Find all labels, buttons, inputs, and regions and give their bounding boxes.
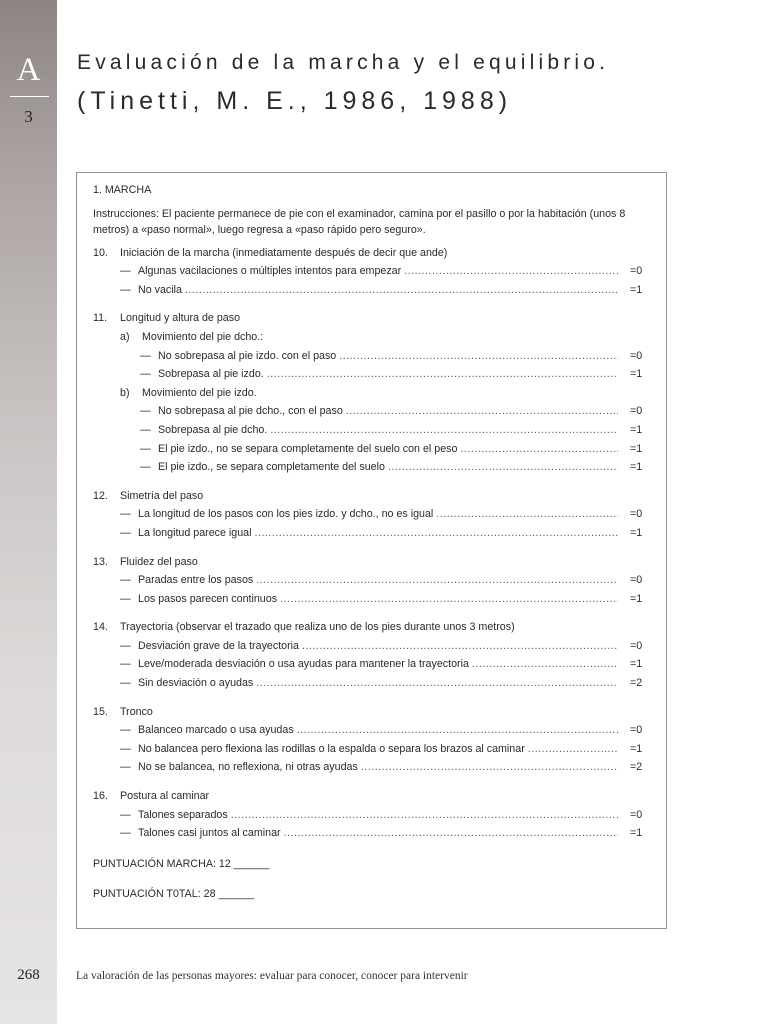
item-text: Balanceo marcado o usa ayudas [138, 724, 294, 737]
section-letter: A [16, 52, 41, 88]
sidebar [0, 0, 57, 1024]
subsection-a-label: a) [120, 330, 130, 343]
list-item: — Sobrepasa al pie dcho. ..... =1 [93, 421, 644, 440]
item-text: La longitud parece igual [138, 526, 252, 539]
item-text: Talones separados [138, 808, 228, 821]
item-score: =0 [630, 508, 643, 521]
item-text: La longitud de los pasos con los pies izdo. y dcho., no es igual [138, 508, 434, 521]
item-text: Los pasos parecen continuos [138, 592, 278, 605]
section-14-number: 14. [93, 621, 108, 634]
item-text: Desviación grave de la trayectoria [138, 639, 299, 652]
section-14-label: Trayectoria (observar el trazado que realiza uno de los pies durante unos 3 metros) [120, 621, 515, 634]
subsection-b-title [93, 384, 644, 403]
section-10-title [93, 244, 644, 263]
list-item: — Sin desviación o ayudas ..... =2 [93, 674, 644, 693]
section-16-label: Postura al caminar [120, 790, 210, 803]
subsection-a-title [93, 328, 644, 347]
list-item: — No sobrepasa al pie dcho., con el paso ..... =0 [93, 402, 644, 421]
section-12-number: 12. [93, 489, 108, 502]
subsection-b-label: b) [120, 386, 130, 399]
item-score: =1 [630, 592, 643, 605]
list-item: — Talones casi juntos al caminar ..... =1 [93, 824, 644, 843]
item-score: =0 [630, 808, 643, 821]
item-text: Algunas vacilaciones o múltiples intentos para empezar [138, 265, 402, 278]
list-item: — No balancea pero flexiona las rodillas o la espalda o separa los brazos al caminar ..... =1 [93, 740, 644, 759]
item-text: No sobrepasa al pie izdo. con el paso [158, 349, 337, 362]
item-score: =1 [630, 423, 643, 436]
item-text: Paradas entre los pasos [138, 574, 254, 587]
item-score: =0 [630, 574, 643, 587]
page-title [77, 44, 757, 120]
gait-score: PUNTUACIÓN MARCHA: 12 ______ [93, 857, 270, 870]
section-16-number: 16. [93, 790, 108, 803]
section-15-number: 15. [93, 705, 108, 718]
subsection-a-text: Movimiento del pie dcho.: [142, 330, 264, 343]
section-16-title [93, 787, 644, 806]
item-score: =2 [630, 677, 643, 690]
item-score: =1 [630, 461, 643, 474]
item-score: =1 [630, 526, 643, 539]
item-text: No se balancea, no reflexiona, ni otras ayudas [138, 761, 358, 774]
list-item: — Algunas vacilaciones o múltiples intentos para empezar ..... =0 [93, 262, 644, 281]
item-text: El pie izdo., no se separa completamente del suelo con el peso [158, 442, 458, 455]
title-line-1: Evaluación de la marcha y el equilibrio. [77, 51, 610, 74]
item-score: =1 [630, 283, 643, 296]
item-text: Sobrepasa al pie dcho. [158, 423, 268, 436]
subsection-b-text: Movimiento del pie izdo. [142, 386, 257, 399]
list-item: — Sobrepasa al pie izdo. ..... =1 [93, 365, 644, 384]
section-11-label: Longitud y altura de paso [120, 312, 241, 325]
item-text: No vacila [138, 283, 182, 296]
section-12-label: Simetría del paso [120, 489, 204, 502]
list-item: — El pie izdo., no se separa completamente del suelo con el peso ..... =1 [93, 440, 644, 459]
item-score: =0 [630, 265, 643, 278]
item-text: No sobrepasa al pie dcho., con el paso [158, 405, 343, 418]
section-13-title [93, 553, 644, 572]
item-text: Sobrepasa al pie izdo. [158, 368, 264, 381]
section-10-label: Iniciación de la marcha (inmediatamente después de decir que ande) [120, 246, 448, 259]
total-score: PUNTUACIÓN T0TAL: 28 ______ [93, 888, 255, 901]
section-13-number: 13. [93, 555, 108, 568]
section-14-title [93, 618, 644, 637]
item-text: Sin desviación o ayudas [138, 677, 254, 690]
list-item: — Balanceo marcado o usa ayudas ..... =0 [93, 721, 644, 740]
item-text: No balancea pero flexiona las rodillas o la espalda o separa los brazos al caminar [138, 742, 525, 755]
assessment-form [76, 172, 667, 929]
item-text: Leve/moderada desviación o usa ayudas para mantener la trayectoria [138, 658, 469, 671]
list-item: — No vacila ..... =1 [93, 281, 644, 300]
section-10-number: 10. [93, 246, 108, 259]
list-item: — No sobrepasa al pie izdo. con el paso ..... =0 [93, 347, 644, 366]
instructions: Instrucciones: El paciente permanece de pie con el examinador, camina por el pasillo o por la habitación (unos 8 metros) a «paso normal», luego regresa a «paso rápido pero seguro». [93, 207, 626, 236]
footer-text: La valoración de las personas mayores: evaluar para conocer, conocer para intervenir [76, 970, 468, 982]
list-item: — Los pasos parecen continuos ..... =1 [93, 590, 644, 609]
title-line-2: (Tinetti, M. E., 1986, 1988) [77, 87, 513, 115]
item-score: =0 [630, 349, 643, 362]
section-13-label: Fluidez del paso [120, 555, 198, 568]
list-item: — Talones separados ..... =0 [93, 806, 644, 825]
section-15-label: Tronco [120, 705, 153, 718]
list-item: — La longitud de los pasos con los pies izdo. y dcho., no es igual ..... =0 [93, 505, 644, 524]
item-score: =1 [630, 742, 643, 755]
form-header: 1. MARCHA [93, 184, 152, 196]
list-item: — No se balancea, no reflexiona, ni otras ayudas ..... =2 [93, 758, 644, 777]
item-score: =0 [630, 639, 643, 652]
item-score: =1 [630, 658, 643, 671]
item-score: =2 [630, 761, 643, 774]
list-item: — Paradas entre los pasos ..... =0 [93, 571, 644, 590]
section-12-title [93, 487, 644, 506]
item-score: =0 [630, 724, 643, 737]
section-11-title [93, 309, 644, 328]
item-text: Talones casi juntos al caminar [138, 827, 281, 840]
section-15-title [93, 703, 644, 722]
list-item: — El pie izdo., se separa completamente del suelo ..... =1 [93, 458, 644, 477]
item-score: =0 [630, 405, 643, 418]
section-11-number: 11. [93, 312, 108, 325]
section-number: 3 [24, 107, 33, 126]
page-number: 268 [17, 967, 40, 983]
item-score: =1 [630, 442, 643, 455]
sidebar-rule [10, 96, 49, 97]
item-text: El pie izdo., se separa completamente del suelo [158, 461, 385, 474]
item-score: =1 [630, 827, 643, 840]
list-item: — Leve/moderada desviación o usa ayudas para mantener la trayectoria ..... =1 [93, 655, 644, 674]
list-item: — Desviación grave de la trayectoria ..... =0 [93, 637, 644, 656]
item-score: =1 [630, 368, 643, 381]
list-item: — La longitud parece igual ..... =1 [93, 524, 644, 543]
